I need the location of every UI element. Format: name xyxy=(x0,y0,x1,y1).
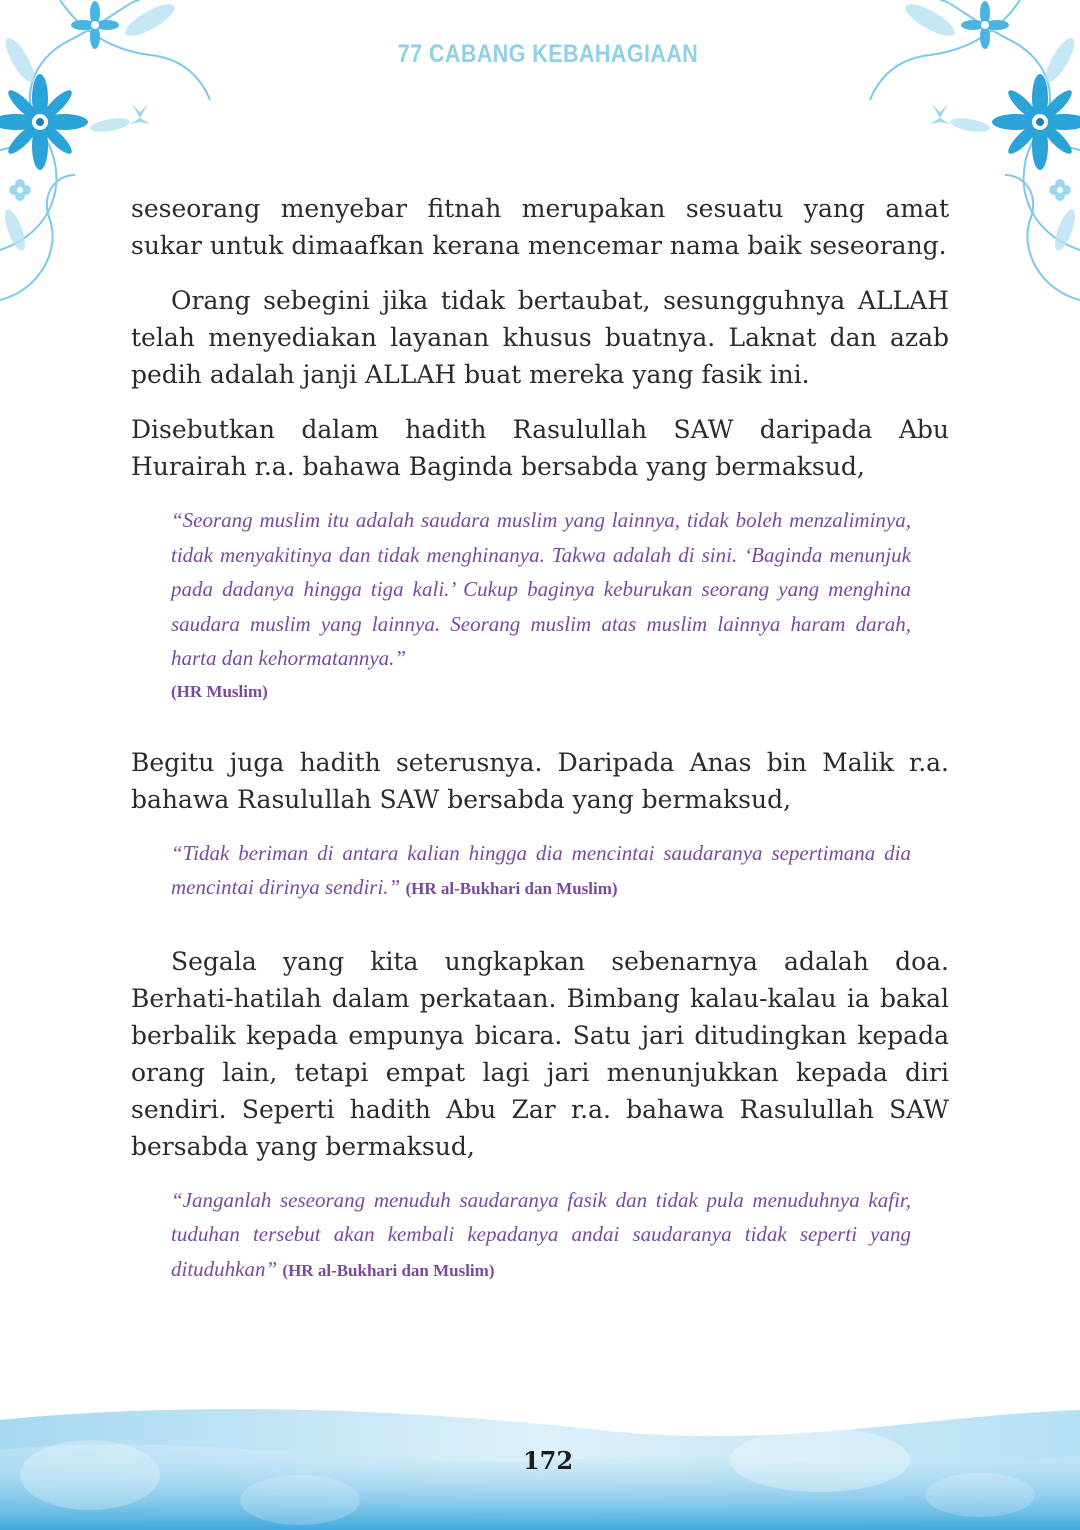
page-body xyxy=(131,190,949,1324)
hadith-quote xyxy=(171,1183,911,1289)
hadith-text: “Seorang muslim itu adalah saudara muslim yang lainnya, tidak boleh menzaliminya, tidak menyakitinya dan tidak menghinanya. Takwa adalah di sini. ‘Baginda menunjuk pada dadanya hingga tiga kali.’ Cukup baginya keburukan seorang yang menghina saudara muslim yang lainnya. Seorang muslim atas muslim lainnya haram darah, harta dan kehormatannya.” xyxy=(171,508,911,670)
paragraph: Orang sebegini jika tidak bertaubat, sesungguhnya ALLAH telah menyediakan layanan khusus buatnya. Laknat dan azab pedih adalah janji ALLAH buat mereka yang fasik ini. xyxy=(131,286,949,389)
hadith-source: (HR al-Bukhari dan Muslim) xyxy=(282,1260,495,1280)
hadith-source: (HR Muslim) xyxy=(171,681,268,701)
hadith-quote xyxy=(171,503,911,708)
hadith-text: “Tidak beriman di antara kalian hingga dia mencintai saudaranya sepertimana dia mencintai dirinya sendiri.” xyxy=(171,840,911,899)
paragraph: Segala yang kita ungkapkan sebenarnya adalah doa. Berhati-hatilah dalam perkataan. Bimbang kalau-kalau ia bakal berbalik kepada empunya bicara. Satu jari ditudingkan kepada orang lain, tetapi empat lagi jari menunjukkan kepada diri sendiri. Seperti hadith Abu Zar r.a. bahawa Rasulullah SAW bersabda yang bermaksud, xyxy=(131,946,949,1161)
page-number: 172 xyxy=(522,1446,574,1475)
hadith-text: “Janganlah seseorang menuduh saudaranya fasik dan tidak pula menuduhnya kafir, tuduhan tersebut akan kembali kepadanya andai saudaranya tidak seperti yang dituduhkan” xyxy=(171,1187,911,1281)
running-header: 77 CABANG KEBAHAGIAAN xyxy=(397,40,699,68)
paragraph: seseorang menyebar fitnah merupakan sesuatu yang amat sukar untuk dimaafkan kerana mencemar nama baik seseorang. xyxy=(131,194,949,260)
hadith-quote xyxy=(171,836,911,907)
hadith-source: (HR al-Bukhari dan Muslim) xyxy=(405,879,618,898)
paragraph: Disebutkan dalam hadith Rasulullah SAW daripada Abu Hurairah r.a. bahawa Baginda bersabda yang bermaksud, xyxy=(131,415,949,481)
paragraph: Begitu juga hadith seterusnya. Daripada Anas bin Malik r.a. bahawa Rasulullah SAW bersabda yang bermaksud, xyxy=(131,747,949,814)
